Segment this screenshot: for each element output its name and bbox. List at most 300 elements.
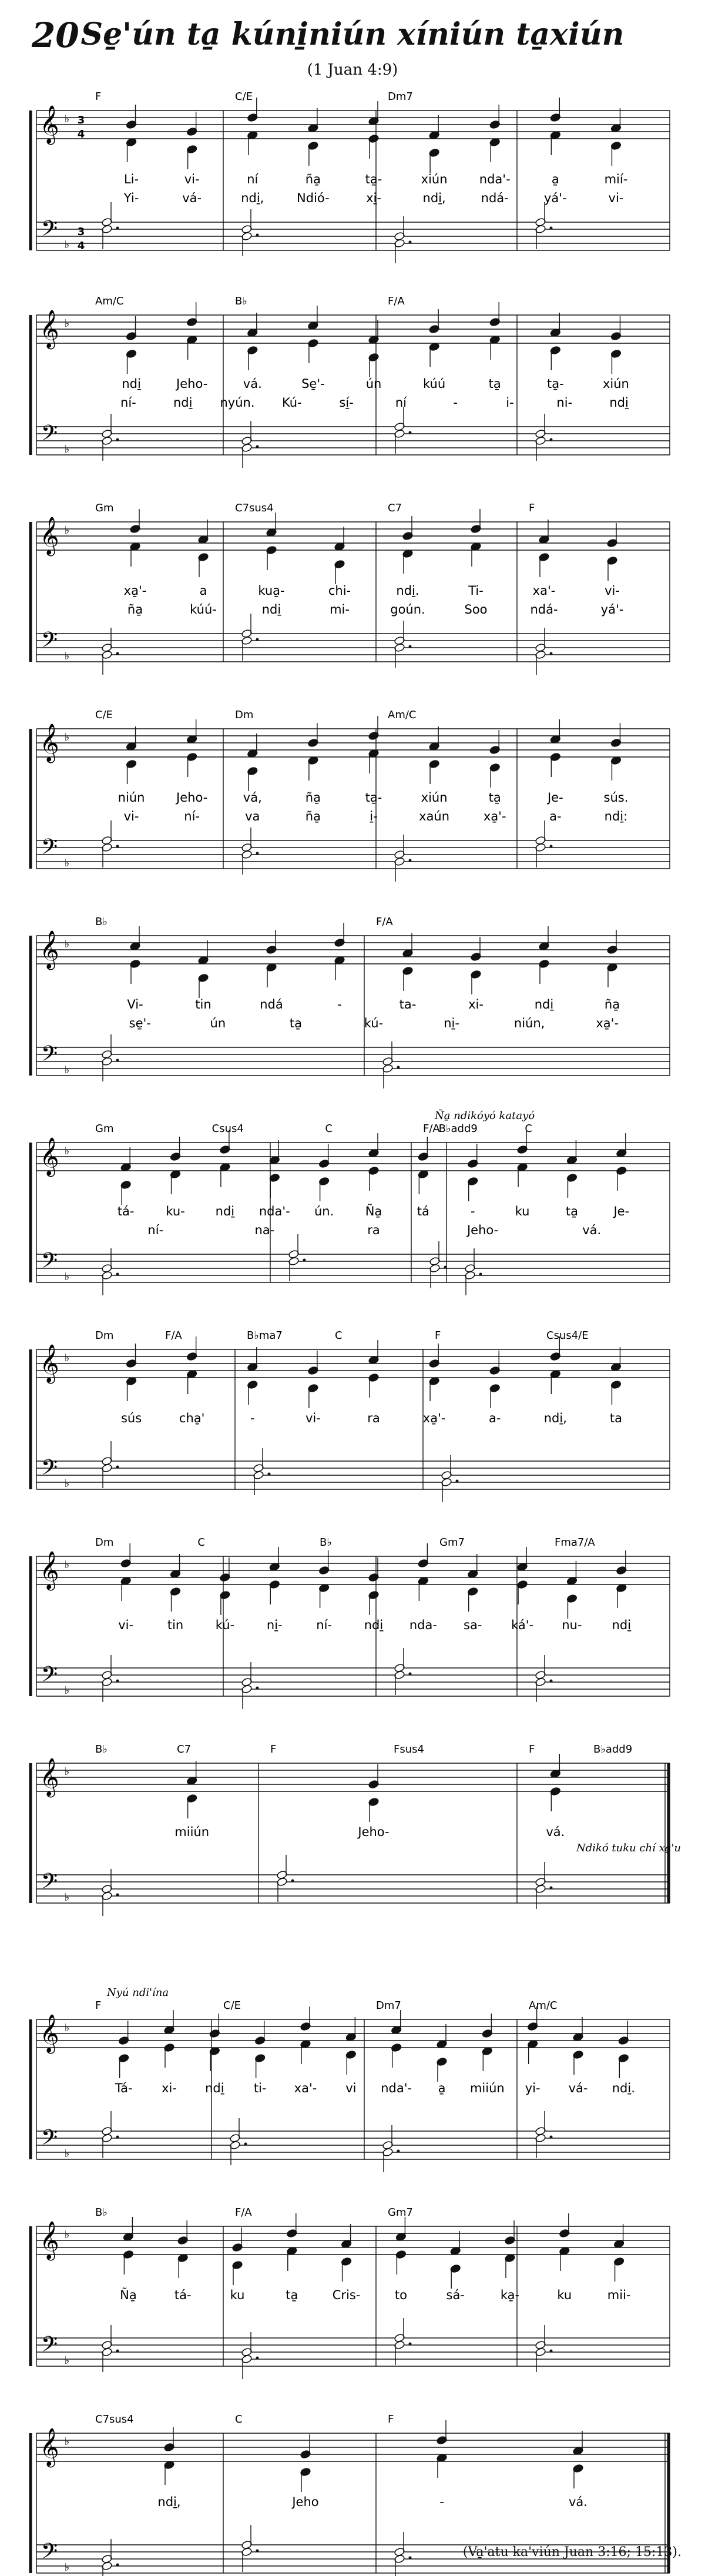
lyric-verse-1: tin (167, 1618, 184, 1632)
system-1-treble-key-flat: ♭ (64, 113, 70, 125)
dot (550, 2350, 553, 2353)
dot (409, 2557, 412, 2560)
lyric-verse-1: xa'- (532, 584, 556, 598)
chord-symbol: Am/C (388, 709, 417, 721)
lyric-verse-1: ku- (166, 1204, 185, 1218)
lyric-verse-2: yá'- (544, 191, 567, 205)
lyric-verse-1: vi- (118, 1618, 134, 1632)
chord-symbol: B♭ (235, 295, 247, 307)
dot (116, 227, 119, 230)
dot (550, 2136, 553, 2139)
lyric-verse-1: xiún (421, 172, 448, 186)
dot (456, 1480, 459, 1483)
dot (256, 2357, 259, 2360)
lyric-verse-1: ndi̱ (612, 1618, 632, 1632)
system-2-treble-clef: 𝄞 (39, 310, 59, 348)
system-11-bass-key-flat: ♭ (64, 2354, 70, 2367)
dot (550, 1680, 553, 1683)
dot (409, 2343, 412, 2346)
lyric-verse-2: Ndió- (297, 191, 330, 205)
lyric-verse-1: ta- (399, 997, 417, 1011)
system-3-bass-clef: 𝄢 (41, 628, 58, 658)
dot (479, 1273, 482, 1276)
lyric-verse-1: ndi̱, (543, 1411, 567, 1425)
lyric-verse-1: Jeho- (176, 790, 208, 805)
chord-symbol: F (388, 2413, 394, 2426)
chord-symbol: Dm (235, 709, 254, 721)
chord-symbol: Dm (95, 1329, 114, 1342)
lyric-verse-1: a̱ (438, 2081, 446, 2095)
lyric-verse-1: vi (345, 2081, 357, 2095)
lyric-verse-1: ta̱- (365, 790, 382, 805)
dot (397, 2150, 400, 2153)
lyric-verse-1: ndi̱ (122, 377, 141, 391)
repeat-instruction: Ndikó tuku chí xa̱'u (576, 1842, 682, 1854)
lyric-verse-1: to (394, 2288, 407, 2302)
lyric-verse-2: xaún (419, 809, 450, 823)
lyric-verse-1: ra (367, 1411, 380, 1425)
chord-symbol: Am/C (95, 295, 124, 307)
chord-symbol: F/A (235, 2206, 252, 2219)
system-8-bass-clef: 𝄢 (41, 1662, 58, 1692)
time-signature-bottom: 4 (77, 128, 85, 140)
lyric-verse-2: - (453, 396, 458, 410)
credit-line: (Va̱'atu ka'viún Juan 3:16; 15:13). (462, 2545, 682, 2560)
lyric-verse-2: kú- (364, 1016, 384, 1030)
lyric-verse-2: mi- (330, 602, 350, 617)
system-6-bass-clef: 𝄢 (41, 1248, 58, 1278)
lyric-verse-1: ndi̱, (157, 2495, 181, 2509)
system-2-treble-key-flat: ♭ (64, 317, 70, 330)
lyric-verse-1: yi- (525, 2081, 540, 2095)
lyric-verse-1: Ña̱ (120, 2288, 137, 2302)
chord-symbol: F/A (388, 295, 405, 307)
chord-symbol: Am/C (529, 1999, 558, 2012)
lyric-verse-1: ku (515, 1204, 530, 1218)
lyric-verse-2: ndi̱: (604, 809, 628, 823)
time-signature-bottom: 4 (77, 240, 85, 252)
dot (550, 845, 553, 848)
lyric-verse-1: vá. (569, 2495, 588, 2509)
system-12-treble-key-flat: ♭ (64, 2436, 70, 2448)
lyric-verse-1: nu- (562, 1618, 582, 1632)
dot (116, 1059, 119, 1062)
system-1-bass-clef: 𝄢 (41, 216, 58, 246)
dot (116, 845, 119, 848)
system-8-treble-key-flat: ♭ (64, 1559, 70, 1571)
dot (116, 1680, 119, 1683)
hymn-number: 20 (32, 15, 79, 55)
lyric-verse-1: - (470, 1204, 475, 1218)
lyric-verse-1: tá- (174, 2288, 192, 2302)
system-1-treble-clef: 𝄞 (39, 105, 59, 143)
lyric-verse-1: ún (365, 377, 382, 391)
system-10-treble-clef: 𝄞 (39, 2014, 59, 2052)
lyric-verse-1: - (337, 997, 342, 1011)
lyric-verse-1: cha̱' (179, 1411, 205, 1425)
dot (409, 859, 412, 862)
chord-symbol: C7sus4 (95, 2413, 134, 2426)
lyric-verse-2: Yi- (123, 191, 139, 205)
lyric-verse-1: vá. (546, 1825, 565, 1839)
dot (244, 2143, 247, 2146)
lyric-verse-1: xi- (162, 2081, 177, 2095)
lyric-verse-1: ku (230, 2288, 245, 2302)
performance-direction: Ña̱ ndikóyó katayó (435, 1110, 535, 1122)
lyric-verse-1: sús. (603, 790, 629, 805)
lyric-verse-1: ta (609, 1411, 622, 1425)
chord-symbol: Gm7 (439, 1536, 465, 1549)
lyric-verse-1: niún (118, 790, 145, 805)
dot (116, 2136, 119, 2139)
lyric-verse-2: sí̱- (339, 396, 354, 410)
system-9-bass-key-flat: ♭ (64, 1891, 70, 1904)
dot (397, 1066, 400, 1069)
scripture-reference: (1 Juan 4:9) (307, 61, 398, 79)
dot (550, 438, 553, 441)
chord-symbol: Gm (95, 1123, 114, 1135)
lyric-verse-1: ni̱- (266, 1618, 283, 1632)
dot (303, 1259, 306, 1262)
chord-symbol: C7 (177, 1743, 192, 1756)
system-11-treble-clef: 𝄞 (39, 2221, 59, 2259)
chord-symbol: B♭ (95, 916, 108, 928)
dot (444, 1266, 447, 1269)
chord-symbol: F/A (423, 1123, 440, 1135)
chord-symbol: Dm (95, 1536, 114, 1549)
lyric-verse-1: ta̱ (488, 790, 501, 805)
lyric-verse-2: ndi̱, (422, 191, 446, 205)
dot (116, 1466, 119, 1469)
system-12-bass-clef: 𝄢 (41, 2539, 58, 2569)
lyric-verse-1: nda'- (381, 2081, 412, 2095)
time-signature-top: 3 (77, 226, 85, 238)
dot (256, 2550, 259, 2552)
lyric-verse-1: ní (247, 172, 258, 186)
lyric-verse-1: kú- (215, 1618, 235, 1632)
system-3-treble-key-flat: ♭ (64, 524, 70, 537)
chord-symbol: B♭ (95, 1743, 108, 1756)
lyric-verse-1: Se̱'- (301, 377, 325, 391)
lyric-verse-1: tá (417, 1204, 429, 1218)
lyric-verse-1: vá, (243, 790, 262, 805)
dot (256, 852, 259, 855)
chord-symbol: C (325, 1123, 333, 1135)
dot (550, 227, 553, 230)
chord-symbol: B♭add9 (593, 1743, 633, 1756)
dot (256, 638, 259, 641)
chord-symbol: C (235, 2413, 243, 2426)
lyric-verse-2: ní (395, 396, 407, 410)
lyric-verse-2: niún, (513, 1016, 545, 1030)
chord-symbol: B♭ (320, 1536, 332, 1549)
lyric-verse-1: nda- (409, 1618, 437, 1632)
chord-symbol: C/E (235, 91, 253, 103)
chord-symbol: Fma7/A (555, 1536, 595, 1549)
lyric-verse-1: Tá- (115, 2081, 133, 2095)
lyric-verse-1: ta̱ (488, 377, 501, 391)
chord-symbol: B♭ma7 (247, 1329, 283, 1342)
lyric-verse-2: ndi̱ (261, 602, 281, 617)
lyric-verse-1: ka̱- (500, 2288, 520, 2302)
system-2-bass-clef: 𝄢 (41, 421, 58, 451)
lyric-verse-1: sa- (464, 1618, 482, 1632)
lyric-verse-1: ndá (260, 997, 283, 1011)
chord-symbol: Csus4/E (546, 1329, 589, 1342)
chord-symbol: Fsus4 (394, 1743, 424, 1756)
system-10-treble-key-flat: ♭ (64, 2022, 70, 2034)
system-8-treble-clef: 𝄞 (39, 1551, 59, 1589)
lyric-verse-2: a- (549, 809, 562, 823)
dot (116, 652, 119, 655)
lyric-verse-2: ndi̱, (241, 191, 264, 205)
lyric-verse-1: ña̱ (305, 172, 321, 186)
lyric-verse-1: tá- (117, 1204, 135, 1218)
system-4-bass-clef: 𝄢 (41, 835, 58, 865)
lyric-verse-1: ndi̱ (364, 1618, 384, 1632)
lyric-verse-2: i̱- (370, 809, 378, 823)
lyric-verse-1: - (439, 2495, 444, 2509)
lyric-verse-2: vá- (182, 191, 202, 205)
lyric-verse-1: tin (195, 997, 212, 1011)
lyric-verse-2: vá. (582, 1223, 602, 1237)
system-5-bass-clef: 𝄢 (41, 1041, 58, 1071)
dot (268, 1473, 271, 1476)
dot (116, 2350, 119, 2353)
lyric-verse-2: ra (367, 1223, 380, 1237)
lyric-verse-1: ún. (314, 1204, 334, 1218)
system-9-treble-key-flat: ♭ (64, 1766, 70, 1778)
dot (256, 234, 259, 237)
dot (256, 445, 259, 448)
chord-symbol: C (197, 1536, 205, 1549)
chord-symbol: Dm7 (376, 1999, 401, 2012)
lyric-verse-1: mii- (607, 2288, 631, 2302)
lyric-verse-1: a- (488, 1411, 501, 1425)
lyric-verse-1: ndi̱. (396, 584, 419, 598)
system-1-bass-key-flat: ♭ (64, 239, 70, 251)
lyric-verse-1: ta̱- (546, 377, 564, 391)
system-8-bass-key-flat: ♭ (64, 1684, 70, 1697)
lyric-verse-1: vá. (243, 377, 262, 391)
chord-symbol: F/A (376, 916, 393, 928)
chord-symbol: C7 (388, 502, 402, 514)
lyric-verse-2: nyún. (220, 396, 255, 410)
system-11-bass-clef: 𝄢 (41, 2332, 58, 2362)
chord-symbol: B♭ (95, 2206, 108, 2219)
lyric-verse-2: i- (506, 396, 514, 410)
chord-symbol: C (335, 1329, 343, 1342)
system-10-bass-clef: 𝄢 (41, 2125, 58, 2155)
system-3-bass-key-flat: ♭ (64, 650, 70, 662)
dot (550, 652, 553, 655)
lyric-verse-2: ndá- (530, 602, 558, 617)
lyric-verse-2: ún (210, 1016, 226, 1030)
system-7-treble-key-flat: ♭ (64, 1352, 70, 1364)
lyric-verse-1: a (199, 584, 207, 598)
lyric-verse-2: ndá- (481, 191, 509, 205)
system-9-treble-clef: 𝄞 (39, 1758, 59, 1796)
dot (409, 645, 412, 648)
lyric-verse-2: ta̱ (289, 1016, 302, 1030)
lyric-verse-2: xa̱'- (483, 809, 506, 823)
lyric-verse-1: xa'- (294, 2081, 317, 2095)
lyric-verse-1: a̱ (551, 172, 559, 186)
lyric-verse-1: kua̱- (258, 584, 285, 598)
performance-direction: Nyú ndi'ína (107, 1987, 169, 1999)
lyric-verse-1: xa̱'- (422, 1411, 446, 1425)
lyric-verse-1: ká'- (511, 1618, 534, 1632)
lyric-verse-2: ña̱ (305, 809, 321, 823)
chord-symbol: F (435, 1329, 441, 1342)
lyric-verse-2: ni̱- (444, 1016, 459, 1030)
lyric-verse-1: ta̱- (365, 172, 382, 186)
system-4-treble-key-flat: ♭ (64, 731, 70, 743)
lyric-verse-1: - (250, 1411, 255, 1425)
lyric-verse-1: ti- (253, 2081, 267, 2095)
system-5-treble-clef: 𝄞 (39, 930, 59, 969)
chord-symbol: F/A (165, 1329, 182, 1342)
lyric-verse-1: ndi̱ (534, 997, 554, 1011)
system-6-bass-key-flat: ♭ (64, 1271, 70, 1283)
lyric-verse-2: ña̱ (127, 602, 143, 617)
lyric-verse-1: ku (557, 2288, 572, 2302)
lyric-verse-2: ndi̱ (173, 396, 193, 410)
lyric-verse-2: Soo (464, 602, 488, 617)
chord-symbol: C7sus4 (235, 502, 274, 514)
lyric-verse-1: vi- (305, 1411, 321, 1425)
lyric-verse-1: vá- (568, 2081, 588, 2095)
lyric-verse-2: ní- (147, 1223, 164, 1237)
lyric-verse-2: xi̱- (366, 191, 381, 205)
chord-symbol: Csus4 (212, 1123, 244, 1135)
dot (409, 1673, 412, 1676)
chord-symbol: F (529, 502, 535, 514)
lyric-verse-2: na- (254, 1223, 275, 1237)
system-6-treble-key-flat: ♭ (64, 1145, 70, 1157)
dot (256, 1687, 259, 1690)
system-12-treble-clef: 𝄞 (39, 2428, 59, 2466)
lyric-verse-1: xi- (468, 997, 484, 1011)
system-7-bass-key-flat: ♭ (64, 1478, 70, 1490)
lyric-verse-1: sá- (446, 2288, 465, 2302)
dot (116, 1273, 119, 1276)
system-6-treble-clef: 𝄞 (39, 1137, 59, 1175)
dot (116, 438, 119, 441)
lyric-verse-2: ndi̱ (609, 396, 629, 410)
lyric-verse-1: xiún (602, 377, 629, 391)
dot (409, 241, 412, 244)
chord-symbol: B♭add9 (438, 1123, 478, 1135)
lyric-verse-1: Vi- (127, 997, 143, 1011)
system-5-bass-key-flat: ♭ (64, 1064, 70, 1076)
system-5-treble-key-flat: ♭ (64, 938, 70, 950)
lyric-verse-1: Jeho- (358, 1825, 390, 1839)
lyric-verse-1: mií- (604, 172, 628, 186)
chord-symbol: Gm (95, 502, 114, 514)
lyric-verse-1: ta̱ (565, 1204, 579, 1218)
lyric-verse-2: se̱'- (129, 1016, 151, 1030)
lyric-verse-1: Je- (613, 1204, 630, 1218)
lyric-verse-2: vi- (608, 191, 624, 205)
system-3-treble-clef: 𝄞 (39, 517, 59, 555)
chord-symbol: C/E (223, 1999, 241, 2012)
dot (116, 1894, 119, 1897)
chord-symbol: F (270, 1743, 277, 1756)
lyric-verse-1: Ña̱ (365, 1204, 382, 1218)
system-4-treble-clef: 𝄞 (39, 723, 59, 762)
lyric-verse-1: ndi̱ (205, 2081, 224, 2095)
lyric-verse-1: vi- (184, 172, 200, 186)
chord-symbol: Dm7 (388, 91, 413, 103)
chord-symbol: C/E (95, 709, 113, 721)
lyric-verse-1: vi- (605, 584, 620, 598)
hymn-title: Se̱'ún ta̱ kúni̱niún xíniún ta̱xiún (80, 16, 625, 52)
lyric-verse-1: ta̱ (286, 2288, 298, 2302)
chord-symbol: F (529, 1743, 535, 1756)
lyric-verse-1: Li- (123, 172, 139, 186)
lyric-verse-1: ndi̱. (612, 2081, 635, 2095)
lyric-verse-1: miiún (174, 1825, 210, 1839)
lyric-verse-2: va (245, 809, 260, 823)
lyric-verse-1: ní- (316, 1618, 333, 1632)
lyric-verse-2: ní- (120, 396, 136, 410)
system-11-treble-key-flat: ♭ (64, 2229, 70, 2241)
system-7-bass-clef: 𝄢 (41, 1455, 58, 1485)
dot (291, 1880, 294, 1882)
lyric-verse-2: xa̱'- (596, 1016, 619, 1030)
lyric-verse-1: ndi̱ (215, 1204, 235, 1218)
lyric-verse-1: Ti- (468, 584, 484, 598)
lyric-verse-1: Cris- (332, 2288, 361, 2302)
system-4-bass-key-flat: ♭ (64, 857, 70, 869)
lyric-verse-1: kúú (423, 377, 446, 391)
time-signature-top: 3 (77, 114, 85, 126)
lyric-verse-1: Jeho- (176, 377, 208, 391)
lyric-verse-1: nda'- (479, 172, 511, 186)
lyric-verse-1: miiún (469, 2081, 505, 2095)
dot (409, 431, 412, 434)
lyric-verse-2: ní- (184, 809, 200, 823)
chord-symbol: F (95, 91, 102, 103)
lyric-verse-1: Je- (547, 790, 563, 805)
lyric-verse-1: xiún (421, 790, 448, 805)
lyric-verse-1: chi- (328, 584, 351, 598)
system-2-bass-key-flat: ♭ (64, 443, 70, 455)
lyric-verse-1: ña̱ (305, 790, 321, 805)
lyric-verse-1: nda'- (258, 1204, 290, 1218)
lyric-verse-2: goún. (390, 602, 425, 617)
lyric-verse-1: Jeho (292, 2495, 319, 2509)
lyric-verse-2: ni- (556, 396, 573, 410)
lyric-verse-2: Jeho- (466, 1223, 499, 1237)
system-10-bass-key-flat: ♭ (64, 2148, 70, 2160)
system-7-treble-clef: 𝄞 (39, 1344, 59, 1382)
system-9-bass-clef: 𝄢 (41, 1869, 58, 1899)
lyric-verse-1: xa̱'- (123, 584, 147, 598)
dot (550, 1887, 553, 1890)
lyric-verse-2: Kú- (281, 396, 302, 410)
lyric-verse-2: kúú- (190, 602, 217, 617)
system-12-bass-key-flat: ♭ (64, 2561, 70, 2574)
dot (116, 2564, 119, 2567)
lyric-verse-2: vi- (123, 809, 139, 823)
lyric-verse-1: ña̱ (604, 997, 620, 1011)
lyric-verse-2: yá'- (600, 602, 624, 617)
chord-symbol: C (525, 1123, 532, 1135)
chord-symbol: F (95, 1999, 102, 2012)
lyric-verse-1: sús (120, 1411, 142, 1425)
